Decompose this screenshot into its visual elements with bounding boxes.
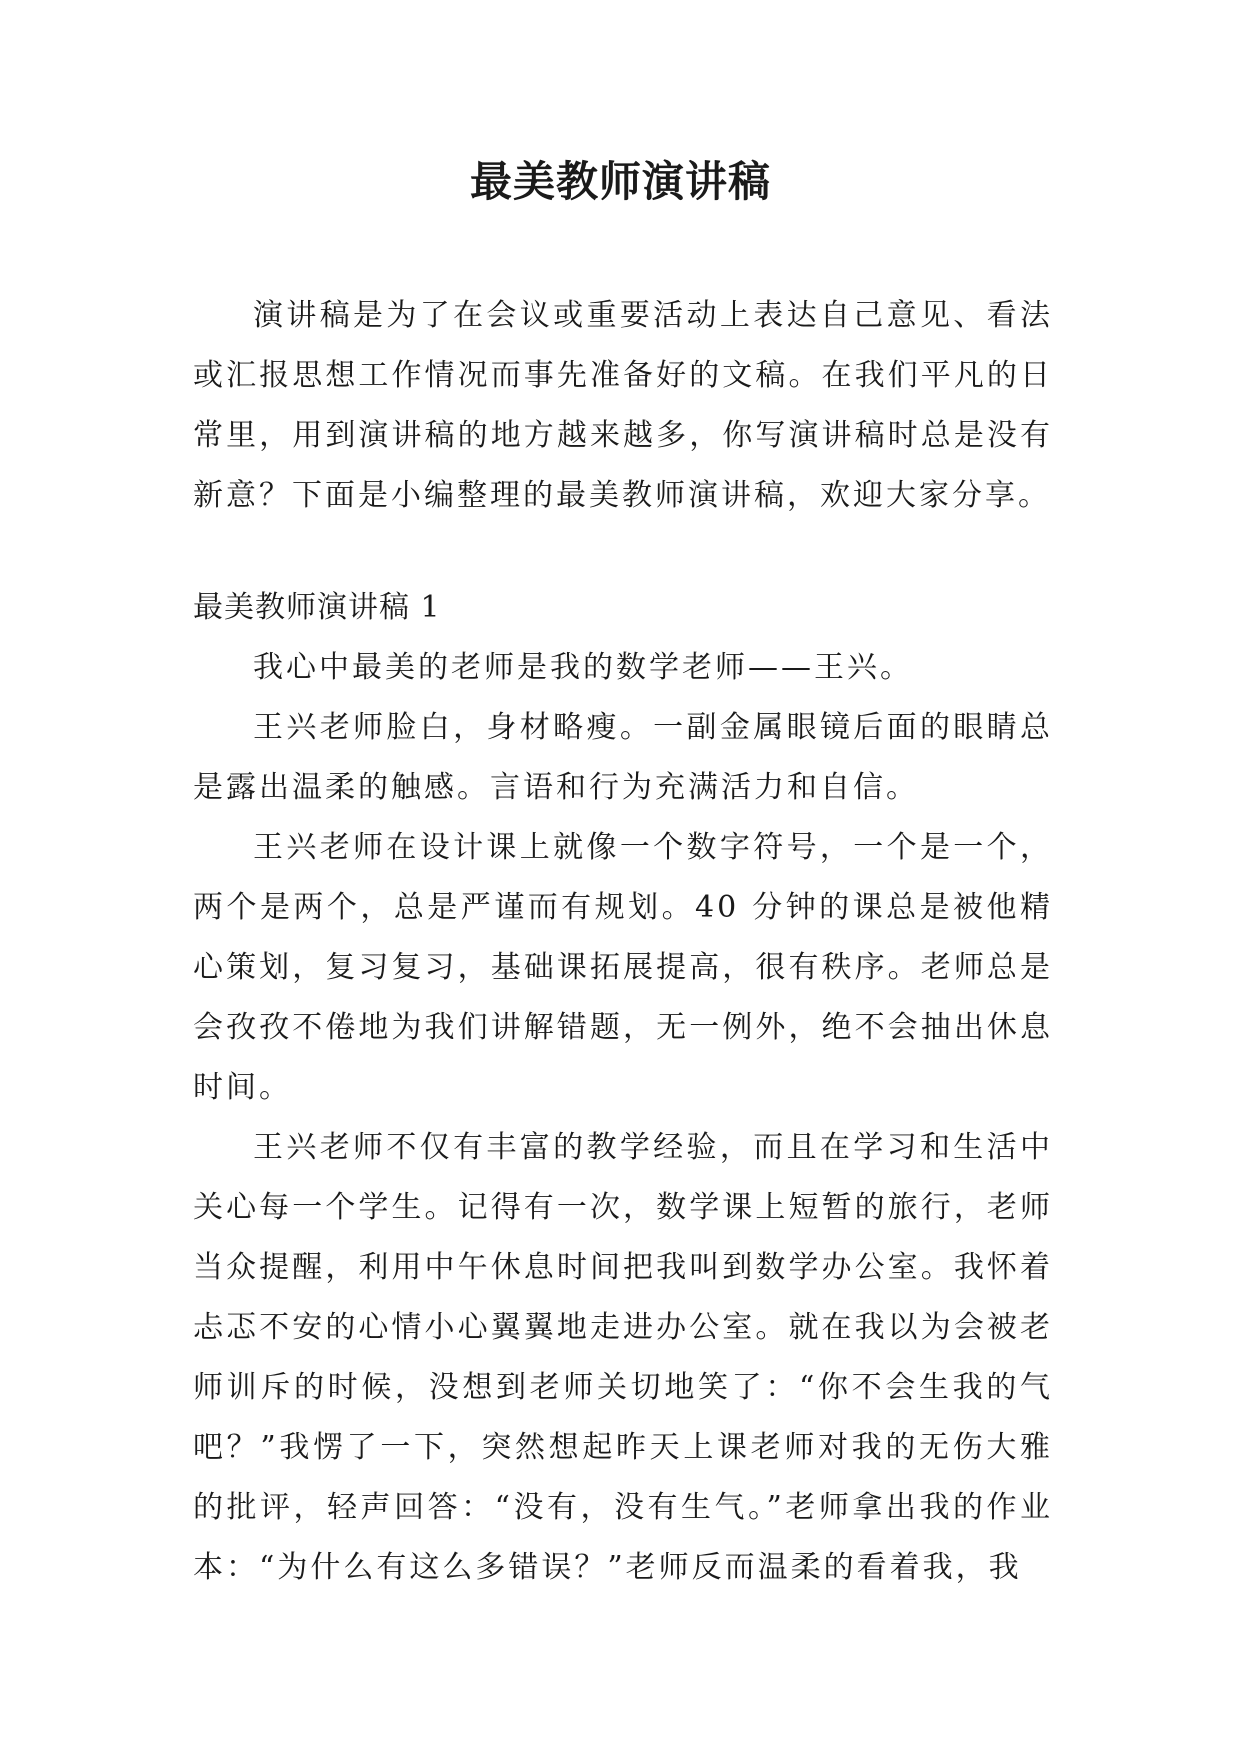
paragraph-3: 王兴老师在设计课上就像一个数字符号，一个是一个，两个是两个，总是严谨而有规划。40 分钟的课总是被他精心策划，复习复习，基础课拓展提高，很有秩序。老师总是会孜孜不倦地为我们讲解错题，无一例外，绝不会抽出休息时间。 — [193, 830, 1053, 1105]
intro-block — [193, 286, 1053, 526]
paragraph-4: 王兴老师不仅有丰富的教学经验，而且在学习和生活中关心每一个学生。记得有一次，数学课上短暂的旅行，老师当众提醒，利用中午休息时间把我叫到数学办公室。我怀着忐忑不安的心情小心翼翼地走进办公室。就在我以为会被老师训斥的时候，没想到老师关切地笑了：“你不会生我的气吧？”我愣了一下，突然想起昨天上课老师对我的无伤大雅的批评，轻声回答：“没有，没有生气。”老师拿出我的作业本：“为什么有这么多错误？”老师反而温柔的看着我，我 — [193, 1130, 1053, 1585]
section-heading: 最美教师演讲稿 1 — [193, 590, 441, 625]
paragraph-2: 王兴老师脸白，身材略瘦。一副金属眼镜后面的眼睛总是露出温柔的触感。言语和行为充满活力和自信。 — [193, 710, 1053, 805]
section-1 — [193, 578, 1053, 1598]
document-title: 最美教师演讲稿 — [469, 157, 771, 206]
paragraph-1: 我心中最美的老师是我的数学老师——王兴。 — [253, 650, 913, 685]
intro-paragraph: 演讲稿是为了在会议或重要活动上表达自己意见、看法或汇报思想工作情况而事先准备好的文稿。在我们平凡的日常里，用到演讲稿的地方越来越多，你写演讲稿时总是没有新意？下面是小编整理的最美教师演讲稿，欢迎大家分享。 — [193, 298, 1053, 513]
